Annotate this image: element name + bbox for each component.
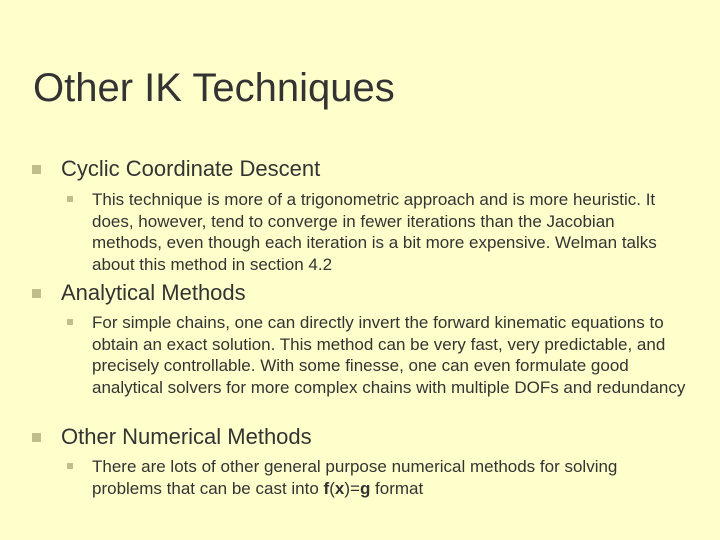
sub-bullet-item [67,189,687,275]
sub-bullet-text: There are lots of other general purpose numerical methods for solving problems that can be cast into f(x)=g format [92,457,618,498]
bullet-item-cyclic-coordinate-descent [32,156,320,182]
sub-bullet-item [67,456,687,499]
sub-bullet-text: For simple chains, one can directly invert the forward kinematic equations to obtain an exact solution. This method can be very fast, very predictable, and precisely controllable. With some finesse, one can even formulate good analytical solvers for more complex chains with multiple DOFs and redundancy [92,313,686,397]
slide-title: Other IK Techniques [33,66,395,110]
square-bullet-icon [32,165,41,174]
square-bullet-icon [32,289,41,298]
square-bullet-icon [67,196,73,202]
formula-g: g [359,478,371,498]
sub-bullet-item [67,312,687,398]
formula-f: f [323,478,330,498]
sub-bullet-text: This technique is more of a trigonometric approach and is more heuristic. It does, however, tend to converge in fewer iterations than the Jacobian methods, even though each iteration is a bit more expensive. Welman talks about this method in section 4.2 [92,190,657,274]
bullet-heading: Analytical Methods [61,280,246,305]
bullet-item-other-numerical-methods [32,424,312,450]
bullet-item-analytical-methods [32,280,246,306]
bullet-heading: Other Numerical Methods [61,424,312,449]
square-bullet-icon [67,319,73,325]
bullet-heading: Cyclic Coordinate Descent [61,156,321,181]
square-bullet-icon [67,463,73,469]
sub-bullet-text-suffix: format [370,478,424,498]
sub-bullet-text-prefix: There are lots of other general purpose numerical methods for solving problems that can be cast into [92,457,618,498]
formula-x: x [334,478,345,498]
square-bullet-icon [32,433,41,442]
